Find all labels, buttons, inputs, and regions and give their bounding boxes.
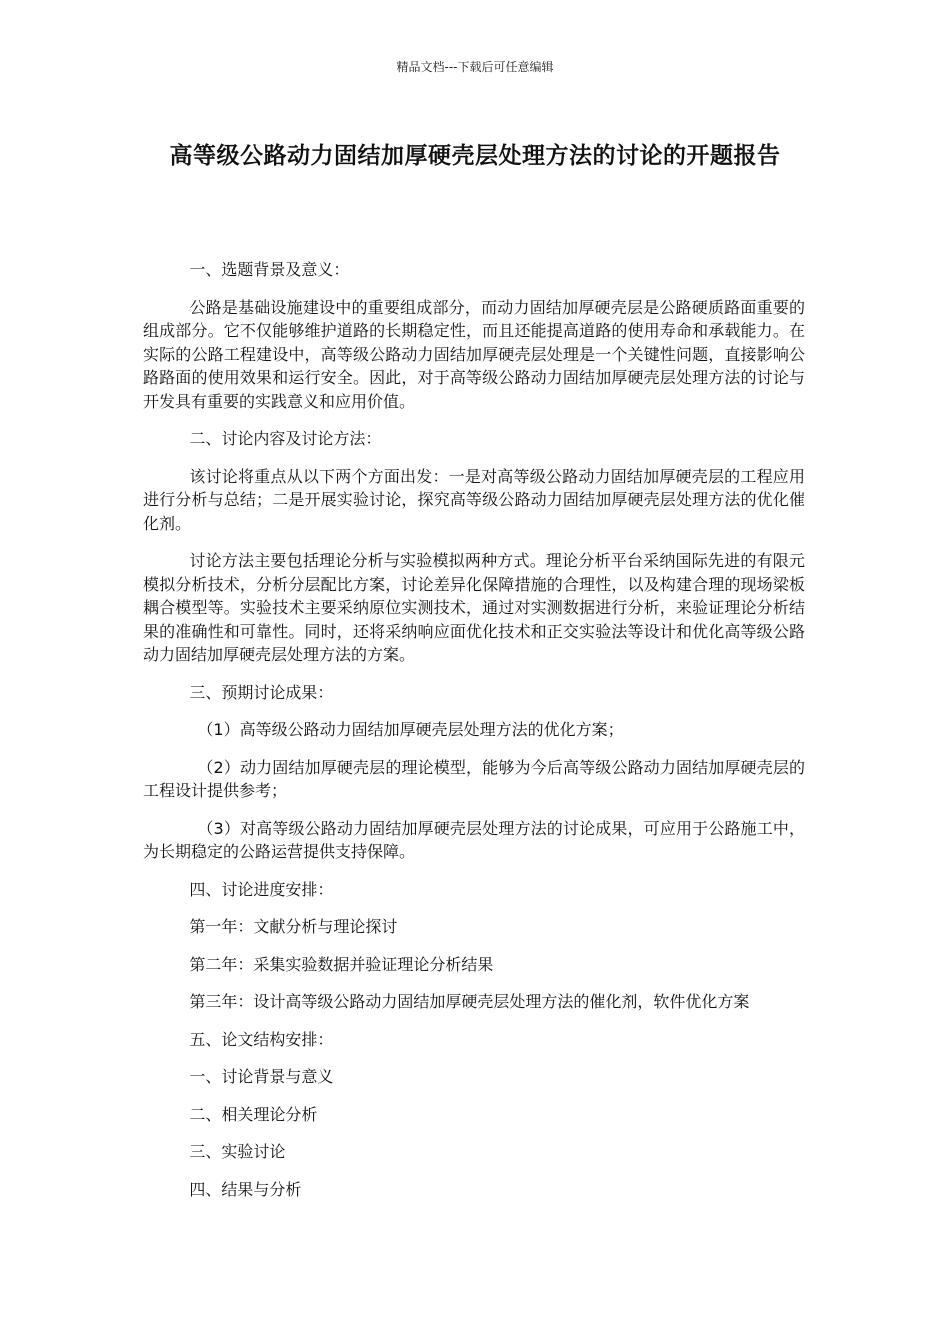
schedule-item: 第三年：设计高等级公路动力固结加厚硬壳层处理方法的催化剂，软件优化方案 (189, 992, 750, 1011)
header-note: 精品文档---下载后可任意编辑 (396, 60, 554, 74)
section-heading-schedule: 四、讨论进度安排： (189, 879, 334, 899)
structure-item: 二、相关理论分析 (189, 1104, 318, 1124)
section-heading-content-methods: 二、讨论内容及讨论方法： (189, 429, 382, 448)
structure-item: 三、实验讨论 (189, 1142, 286, 1161)
section-heading-structure: 五、论文结构安排： (189, 1029, 334, 1049)
paragraph-content: 该讨论将重点从以下两个方面出发：一是对高等级公路动力固结加厚硬壳层的工程应用进行分析与总结；二是开展实验讨论，探究高等级公路动力固结加厚硬壳层处理方法的优化催化剂。 (143, 466, 805, 533)
expected-result-item: （2）动力固结加厚硬壳层的理论模型，能够为今后高等级公路动力固结加厚硬壳层的工程设计提供参考； (143, 757, 805, 800)
schedule-item: 第一年：文献分析与理论探讨 (189, 917, 398, 936)
section-heading-expected-results: 三、预期讨论成果： (189, 682, 334, 702)
expected-result-item: （3）对高等级公路动力固结加厚硬壳层处理方法的讨论成果，可应用于公路施工中，为长期稳定的公路运营提供支持保障。 (143, 818, 805, 861)
structure-item: 四、结果与分析 (189, 1179, 302, 1199)
document-body (143, 258, 805, 1215)
paragraph-methods: 讨论方法主要包括理论分析与实验模拟两种方式。理论分析平台采纳国际先进的有限元模拟分析技术，分析分层配比方案，讨论差异化保障措施的合理性，以及构建合理的现场梁板耦合模型等。实验技术主要采纳原位实测技术，通过对实测数据进行分析，来验证理论分析结果的准确性和可靠性。同时，还将采纳响应面优化技术和正交实验法等设计和优化高等级公路动力固结加厚硬壳层处理方法的方案。 (143, 551, 805, 664)
document-title: 高等级公路动力固结加厚硬壳层处理方法的讨论的开题报告 (169, 143, 781, 169)
structure-item: 一、讨论背景与意义 (189, 1067, 334, 1086)
paragraph-background: 公路是基础设施建设中的重要组成部分，而动力固结加厚硬壳层是公路硬质路面重要的组成部分。它不仅能够维护道路的长期稳定性，而且还能提高道路的使用寿命和承载能力。在实际的公路工程建设中，高等级公路动力固结加厚硬壳层处理是一个关键性问题，直接影响公路路面的使用效果和运行安全。因此，对于高等级公路动力固结加厚硬壳层处理方法的讨论与开发具有重要的实践意义和应用价值。 (143, 297, 805, 411)
schedule-item: 第二年：采集实验数据并验证理论分析结果 (189, 954, 494, 974)
expected-result-item: （1）高等级公路动力固结加厚硬壳层处理方法的优化方案； (197, 720, 624, 739)
section-heading-background: 一、选题背景及意义： (189, 260, 350, 279)
